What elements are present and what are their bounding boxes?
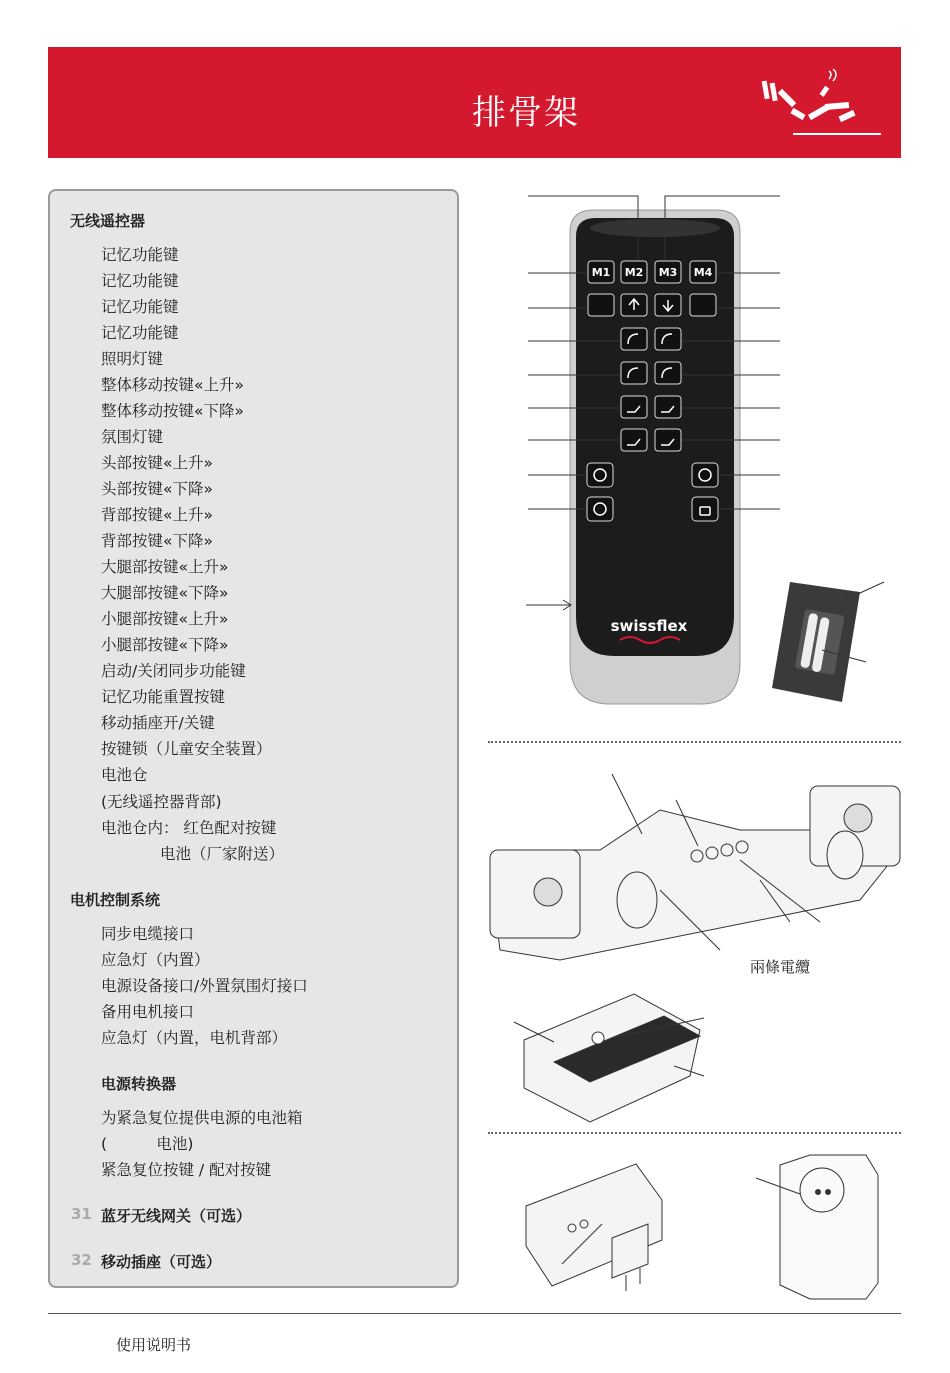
socket-button: [587, 497, 613, 521]
calf-down-button: [655, 429, 681, 451]
legend-item: 背部按键«下降»: [101, 532, 213, 550]
item-number: 31: [71, 1205, 92, 1223]
m1-label: M1: [591, 266, 611, 279]
sync-button: [587, 463, 613, 487]
legend-item: 电池仓内： 红色配对按键: [101, 819, 277, 837]
page-title: 排骨架: [472, 93, 580, 133]
legend-item: 紧急复位按键 / 配对按键: [101, 1161, 272, 1179]
ambient-light-button: [690, 294, 716, 316]
legend-item: 头部按键«上升»: [101, 454, 213, 472]
legend-item: 移动插座开/关键: [101, 714, 215, 732]
legend-item: 记忆功能重置按键: [101, 688, 226, 706]
legend-item: 应急灯（内置）: [101, 951, 210, 969]
legend-item: 备用电机接口: [101, 1003, 195, 1021]
optional-gateway-label: 蓝牙无线网关（可选）: [101, 1207, 252, 1225]
back-up-button: [621, 362, 647, 384]
brand-logo: swissflex: [610, 617, 688, 635]
thigh-down-button: [655, 396, 681, 418]
power-converter-illustration: [514, 994, 704, 1122]
legend-item: 背部按键«上升»: [101, 506, 213, 524]
remote-heading: 无线遥控器: [70, 212, 146, 230]
legend-item: 大腿部按键«上升»: [101, 558, 229, 576]
legend-item: 电池仓: [101, 766, 148, 784]
divider-dots: [488, 741, 901, 743]
m2-label: M2: [624, 266, 644, 279]
legend-item: 为紧急复位提供电源的电池箱: [101, 1109, 303, 1127]
legend-item: 记忆功能键: [101, 272, 179, 290]
thigh-up-button: [621, 396, 647, 418]
head-up-button: [621, 328, 647, 350]
legend-item: 小腿部按键«下降»: [101, 636, 229, 654]
back-down-button: [655, 362, 681, 384]
legend-item: 整体移动按键«下降»: [101, 402, 244, 420]
divider-dots: [488, 1132, 901, 1134]
mobile-socket-illustration: [756, 1155, 878, 1299]
key-lock-button: [692, 497, 718, 521]
remote-back-illustration: [772, 582, 884, 702]
light-button: [588, 294, 614, 316]
legend-item: 电源设备接口/外置氛围灯接口: [101, 977, 308, 995]
footer-text: 使用说明书: [116, 1336, 192, 1354]
legend-item: 同步电缆接口: [101, 925, 195, 943]
footer-rule: [48, 1313, 901, 1314]
legend-item: 大腿部按键«下降»: [101, 584, 229, 602]
legend-item: 头部按键«下降»: [101, 480, 213, 498]
motor-heading: 电机控制系统: [70, 891, 161, 909]
motor-illustration: [490, 774, 900, 960]
head-down-button: [655, 328, 681, 350]
legend-item: 记忆功能键: [101, 324, 179, 342]
legend-item: 应急灯（内置，电机背部）: [101, 1029, 288, 1047]
legend-item: 整体移动按键«上升»: [101, 376, 244, 394]
legend-item: 照明灯键: [101, 350, 164, 368]
legend-item: 按键锁（儿童安全装置）: [101, 740, 272, 758]
item-number: 32: [71, 1251, 92, 1269]
gateway-illustration: [526, 1164, 662, 1291]
legend-item: ( 电池): [101, 1135, 194, 1153]
legend-item: 记忆功能键: [101, 298, 179, 316]
power-heading: 电源转换器: [101, 1075, 177, 1093]
optional-socket-label: 移动插座（可选）: [101, 1253, 222, 1271]
legend-item: (无线遥控器背部): [101, 793, 222, 811]
legend-item: 电池（厂家附送）: [160, 845, 285, 863]
memory-reset-button: [692, 463, 718, 487]
legend-item: 氛围灯键: [101, 428, 164, 446]
cable-caption: 兩條電纜: [750, 958, 811, 976]
legend-item: 小腿部按键«上升»: [101, 610, 229, 628]
legend-item: 启动/关闭同步功能键: [101, 662, 246, 680]
calf-up-button: [621, 429, 647, 451]
legend-item: 记忆功能键: [101, 246, 179, 264]
m3-label: M3: [658, 266, 678, 279]
m4-label: M4: [693, 266, 713, 279]
